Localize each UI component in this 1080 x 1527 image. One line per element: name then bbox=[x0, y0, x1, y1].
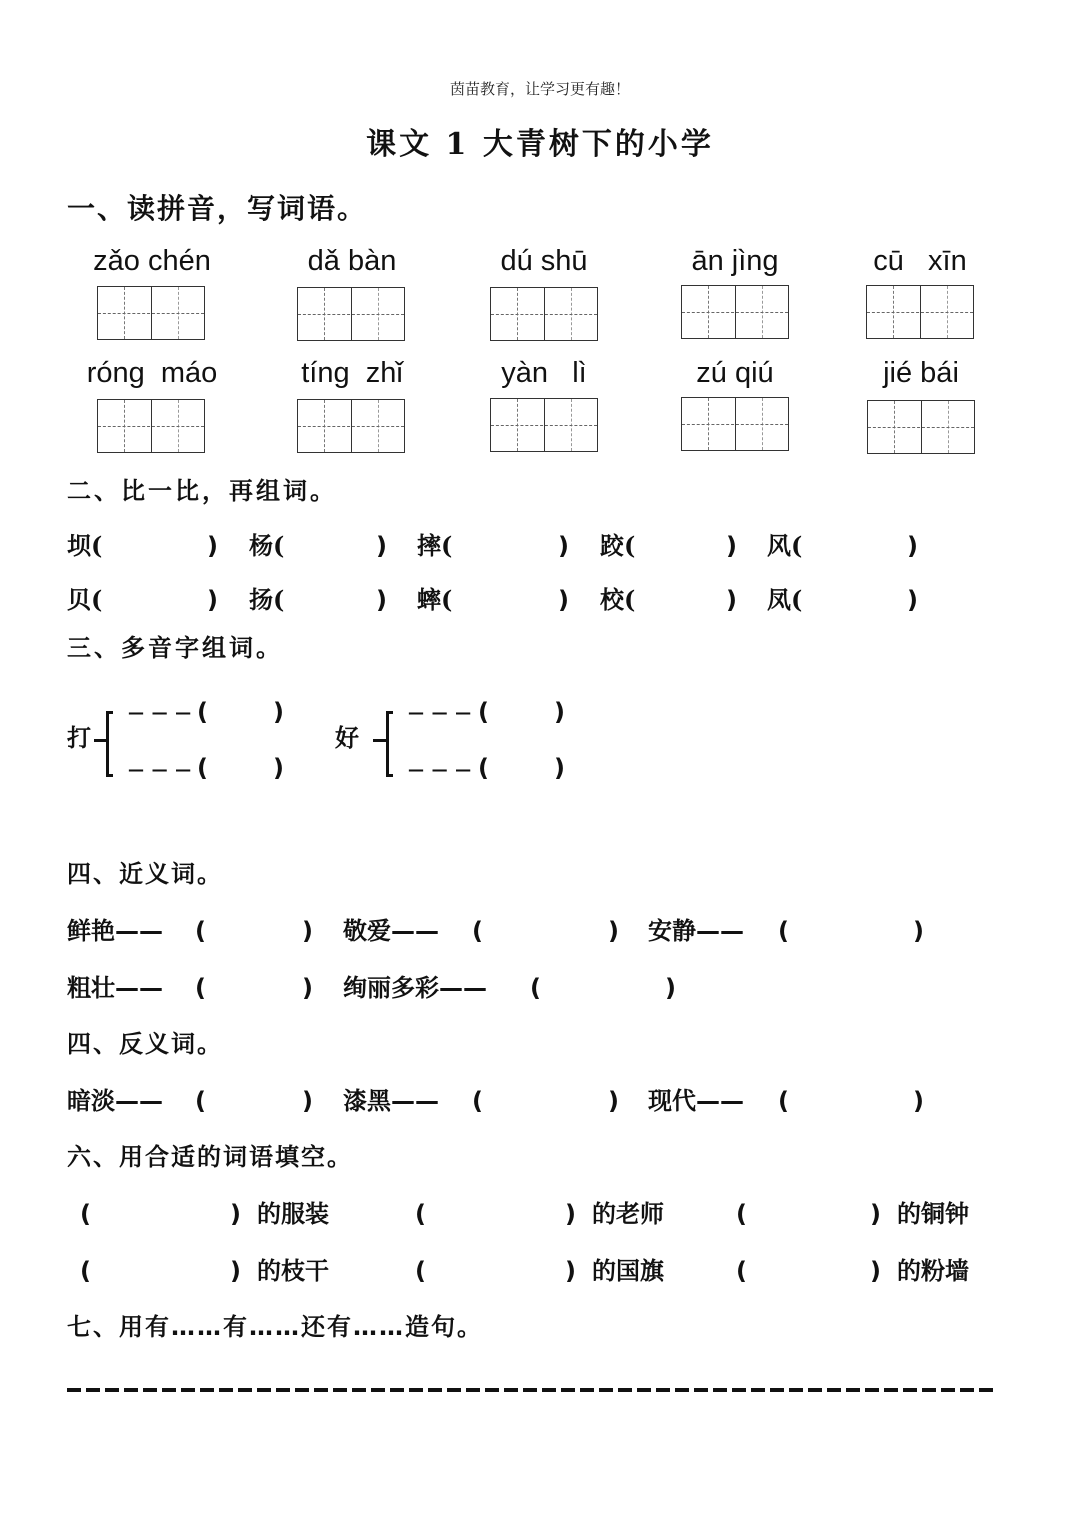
writing-grid-box bbox=[867, 400, 975, 454]
close-paren: ) bbox=[608, 917, 619, 945]
bracket-icon bbox=[106, 711, 109, 777]
open-paren: ( bbox=[80, 1200, 91, 1228]
bracket-bottom bbox=[386, 774, 393, 777]
section-3-heading: 三、多音字组词。 bbox=[67, 633, 283, 662]
close-paren: ) bbox=[665, 974, 676, 1002]
pinyin-label: zǎo chén bbox=[93, 245, 211, 277]
open-paren: ( bbox=[415, 1257, 426, 1285]
compare-char: 校( bbox=[600, 585, 636, 614]
bracket-top bbox=[106, 711, 113, 714]
fill-phrase: 的服装 bbox=[257, 1200, 329, 1228]
close-paren: ) bbox=[302, 917, 313, 945]
open-paren: ( bbox=[197, 754, 208, 782]
open-paren: ( bbox=[415, 1200, 426, 1228]
fill-phrase: 的国旗 bbox=[592, 1257, 664, 1285]
open-paren: ( bbox=[478, 698, 489, 726]
antonym-word: 暗淡—— bbox=[67, 1087, 163, 1115]
writing-grid-box bbox=[297, 399, 405, 453]
close-paren: ) bbox=[565, 1257, 576, 1285]
pinyin-label: dú shū bbox=[500, 245, 588, 277]
pinyin-label: róng máo bbox=[86, 357, 218, 389]
writing-grid-box bbox=[866, 285, 974, 339]
antonym-word: 现代—— bbox=[648, 1087, 744, 1115]
open-paren: ( bbox=[472, 1087, 483, 1115]
open-paren: ( bbox=[736, 1257, 747, 1285]
close-paren: ) bbox=[230, 1200, 241, 1228]
compare-char: 坝( bbox=[67, 531, 103, 560]
synonym-word: 粗壮—— bbox=[67, 974, 163, 1002]
fill-phrase: 的枝干 bbox=[257, 1257, 329, 1285]
section-6-heading: 六、用合适的词语填空。 bbox=[67, 1143, 353, 1171]
pinyin-label: zú qiú bbox=[696, 357, 774, 389]
writing-grid-box bbox=[97, 399, 205, 453]
close-paren: ) bbox=[230, 1257, 241, 1285]
section-2-heading: 二、比一比，再组词。 bbox=[67, 476, 337, 505]
synonym-word: 绚丽多彩—— bbox=[343, 974, 487, 1002]
close-paren: ) bbox=[207, 532, 218, 560]
close-paren: ) bbox=[565, 1200, 576, 1228]
pinyin-label: cū xīn bbox=[873, 245, 967, 277]
pinyin-label: jié bái bbox=[883, 357, 959, 389]
fill-phrase: 的老师 bbox=[592, 1200, 664, 1228]
sentence-answer-line bbox=[67, 1388, 997, 1392]
fill-phrase: 的铜钟 bbox=[897, 1200, 969, 1228]
open-paren: ( bbox=[195, 917, 206, 945]
close-paren: ) bbox=[554, 698, 565, 726]
writing-grid-box bbox=[297, 287, 405, 341]
writing-grid-box bbox=[681, 397, 789, 451]
writing-grid-box bbox=[490, 398, 598, 452]
close-paren: ) bbox=[913, 1087, 924, 1115]
compare-char: 风( bbox=[767, 531, 803, 560]
close-paren: ) bbox=[207, 586, 218, 614]
antonym-word: 漆黑—— bbox=[343, 1087, 439, 1115]
polyphone-char: 好 bbox=[335, 724, 359, 752]
writing-grid-box bbox=[97, 286, 205, 340]
close-paren: ) bbox=[907, 586, 918, 614]
close-paren: ) bbox=[870, 1257, 881, 1285]
bracket-tick bbox=[373, 739, 387, 742]
close-paren: ) bbox=[376, 532, 387, 560]
compare-char: 蟀( bbox=[417, 585, 453, 614]
close-paren: ) bbox=[302, 1087, 313, 1115]
open-paren: ( bbox=[778, 917, 789, 945]
pinyin-blank: — — — bbox=[128, 703, 193, 722]
synonym-word: 鲜艳—— bbox=[67, 917, 163, 945]
pinyin-blank: — — — bbox=[408, 760, 473, 779]
close-paren: ) bbox=[273, 754, 284, 782]
close-paren: ) bbox=[302, 974, 313, 1002]
close-paren: ) bbox=[907, 532, 918, 560]
open-paren: ( bbox=[530, 974, 541, 1002]
bracket-icon bbox=[386, 711, 389, 777]
pinyin-label: tíng zhǐ bbox=[301, 357, 403, 389]
open-paren: ( bbox=[195, 974, 206, 1002]
synonym-word: 敬爱—— bbox=[343, 917, 439, 945]
close-paren: ) bbox=[273, 698, 284, 726]
compare-char: 扬( bbox=[249, 585, 285, 614]
close-paren: ) bbox=[376, 586, 387, 614]
open-paren: ( bbox=[478, 754, 489, 782]
compare-char: 凤( bbox=[767, 585, 803, 614]
close-paren: ) bbox=[558, 532, 569, 560]
header-note: 茵苗教育，让学习更有趣！ bbox=[449, 80, 630, 98]
close-paren: ) bbox=[726, 586, 737, 614]
pinyin-label: ān jìng bbox=[691, 245, 779, 277]
close-paren: ) bbox=[726, 532, 737, 560]
compare-char: 跤( bbox=[600, 531, 636, 560]
fill-phrase: 的粉墙 bbox=[897, 1257, 969, 1285]
pinyin-blank: — — — bbox=[128, 760, 193, 779]
open-paren: ( bbox=[195, 1087, 206, 1115]
close-paren: ) bbox=[554, 754, 565, 782]
pinyin-label: yàn lì bbox=[501, 357, 587, 389]
compare-char: 摔( bbox=[417, 531, 453, 560]
polyphone-char: 打 bbox=[67, 724, 91, 752]
synonym-word: 安静—— bbox=[648, 917, 744, 945]
pinyin-blank: — — — bbox=[408, 703, 473, 722]
writing-grid-box bbox=[681, 285, 789, 339]
compare-char: 杨( bbox=[249, 531, 285, 560]
close-paren: ) bbox=[870, 1200, 881, 1228]
page-title: 课文 1 大青树下的小学 bbox=[366, 127, 714, 162]
close-paren: ) bbox=[608, 1087, 619, 1115]
section-1-heading: 一、读拼音，写词语。 bbox=[67, 192, 368, 225]
open-paren: ( bbox=[197, 698, 208, 726]
bracket-bottom bbox=[106, 774, 113, 777]
close-paren: ) bbox=[558, 586, 569, 614]
pinyin-label: dǎ bàn bbox=[307, 245, 397, 277]
section-7-heading: 七、用有……有……还有……造句。 bbox=[67, 1313, 483, 1341]
open-paren: ( bbox=[80, 1257, 91, 1285]
section-4-heading: 四、近义词。 bbox=[67, 860, 223, 888]
open-paren: ( bbox=[736, 1200, 747, 1228]
bracket-top bbox=[386, 711, 393, 714]
open-paren: ( bbox=[472, 917, 483, 945]
section-5-heading: 四、反义词。 bbox=[67, 1030, 223, 1058]
close-paren: ) bbox=[913, 917, 924, 945]
compare-char: 贝( bbox=[67, 585, 103, 614]
writing-grid-box bbox=[490, 287, 598, 341]
open-paren: ( bbox=[778, 1087, 789, 1115]
